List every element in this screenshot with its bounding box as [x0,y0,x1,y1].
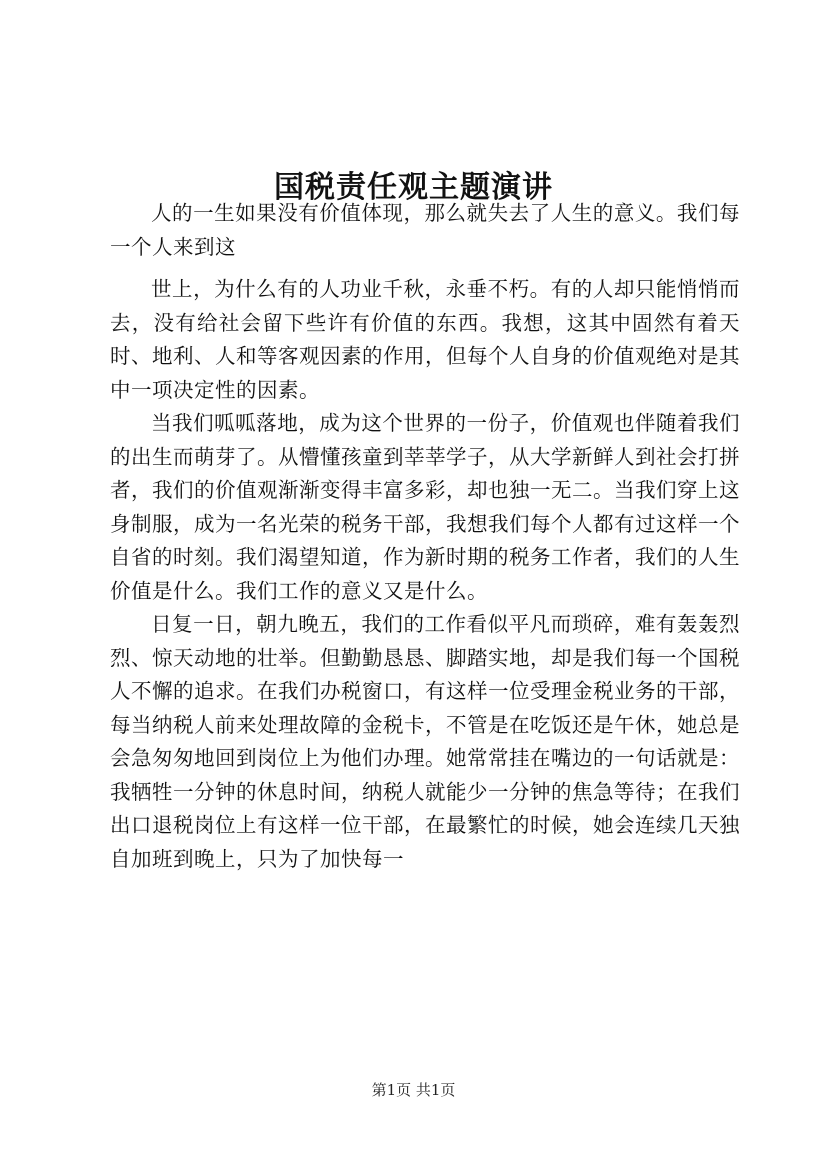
paragraph-3: 当我们呱呱落地，成为这个世界的一份子，价值观也伴随着我们的出生而萌芽了。从懵懂孩童到莘莘学子，从大学新鲜人到社会打拼者，我们的价值观渐渐变得丰富多彩，却也独一无二。当我们穿上这身制服，成为一名光荣的税务干部，我想我们每个人都有过这样一个自省的时刻。我们渴望知道，作为新时期的税务工作者，我们的人生价值是什么。我们工作的意义又是什么。 [110,411,740,603]
paragraph-2: 世上，为什么有的人功业千秋，永垂不朽。有的人却只能悄悄而去，没有给社会留下些许有价值的东西。我想，这其中固然有着天时、地利、人和等客观因素的作用，但每个人自身的价值观绝对是其中一项决定性的因素。 [110,277,740,402]
document-title: 国税责任观主题演讲 [274,170,553,206]
document-body [110,197,740,876]
paragraph-4: 日复一日，朝九晚五，我们的工作看似平凡而琐碎，难有轰轰烈烈、惊天动地的壮举。但勤勤恳恳、脚踏实地，却是我们每一个国税人不懈的追求。在我们办税窗口，有这样一位受理金税业务的干部，每当纳税人前来处理故障的金税卡，不管是在吃饭还是午休，她总是会急匆匆地回到岗位上为他们办理。她常常挂在嘴边的一句话就是：我牺牲一分钟的休息时间，纳税人就能少一分钟的焦急等待；在我们出口退税岗位上有这样一位干部，在最繁忙的时候，她会连续几天独自加班到晚上，只为了加快每一 [110,612,740,871]
page-footer: 第1页 共1页 [371,1081,456,1099]
paragraph-1: 人的一生如果没有价值体现，那么就失去了人生的意义。我们每一个人来到这 [110,201,740,259]
